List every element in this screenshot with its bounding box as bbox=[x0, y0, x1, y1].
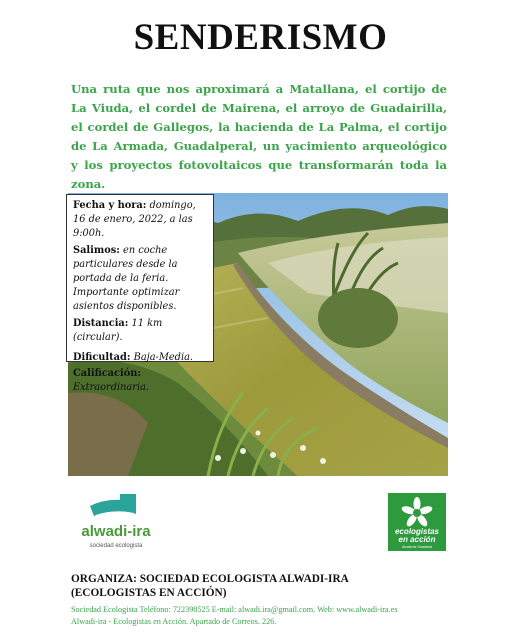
ecologistas-logo-line1: ecologistas bbox=[394, 527, 440, 536]
date-row bbox=[73, 199, 208, 242]
rating-label: Calificación: bbox=[73, 368, 141, 380]
event-info-box bbox=[66, 194, 214, 394]
intro-paragraph: Una ruta que nos aproximará a Matallana, el cortijo de La Viuda, el cordel de Mairena, el arroyo de Guadairilla, el cordel de Gallegos, la hacienda de La Palma, el cortijo de La Armada, Guadalperal, un yacimiento arqueológico y los proyectos fotovoltaicos que transformarán toda la zona. bbox=[71, 82, 447, 191]
contact-line-2: Alwadi-ira - Ecologistas en Acción. Apartado de Correos. 226. bbox=[71, 617, 277, 626]
rating-value: Extraordinaria. bbox=[73, 382, 150, 394]
ecologistas-logo-tagline: Alcalá de Guadaíra bbox=[402, 545, 432, 549]
difficulty-value: Baja-Media. bbox=[133, 352, 194, 364]
organizer-line-2: (ECOLOGISTAS EN ACCIÓN) bbox=[71, 587, 227, 599]
distance-value: 11 km (circular). bbox=[73, 317, 163, 343]
distance-label: Distancia: bbox=[73, 317, 129, 329]
ecologistas-logo-line2: en acción bbox=[398, 535, 436, 544]
departure-value: en coche particulares desde la portada de la feria. Importante optimizar asientos disponibles. bbox=[73, 244, 180, 313]
alwadi-ira-logo-name: alwadi-ira bbox=[81, 523, 151, 540]
date-label: Fecha y hora: bbox=[73, 200, 147, 211]
departure-row bbox=[73, 244, 208, 315]
rating-row bbox=[73, 367, 208, 395]
distance-row bbox=[73, 317, 208, 345]
difficulty-row bbox=[73, 351, 208, 365]
departure-label: Salimos: bbox=[73, 244, 120, 256]
contact-line-1: Sociedad Ecologista Teléfono: 722398525 E-mail: alwadi.ira@gmail.com. Web: www.alwadi-ira.es bbox=[71, 605, 398, 614]
alwadi-ira-logo bbox=[76, 492, 156, 552]
page-title: SENDERISMO bbox=[133, 17, 388, 58]
organizer-block bbox=[71, 572, 471, 600]
difficulty-label: Dificultad: bbox=[73, 352, 131, 364]
ecologistas-en-accion-logo bbox=[388, 493, 446, 551]
contact-block bbox=[71, 604, 491, 628]
organizer-line-1: ORGANIZA: SOCIEDAD ECOLOGISTA ALWADI-IRA bbox=[71, 573, 349, 585]
alwadi-ira-logo-tagline: sociedad ecologista bbox=[89, 543, 143, 549]
date-value: domingo, 16 de enero, 2022, a las 9:00h. bbox=[73, 200, 196, 240]
